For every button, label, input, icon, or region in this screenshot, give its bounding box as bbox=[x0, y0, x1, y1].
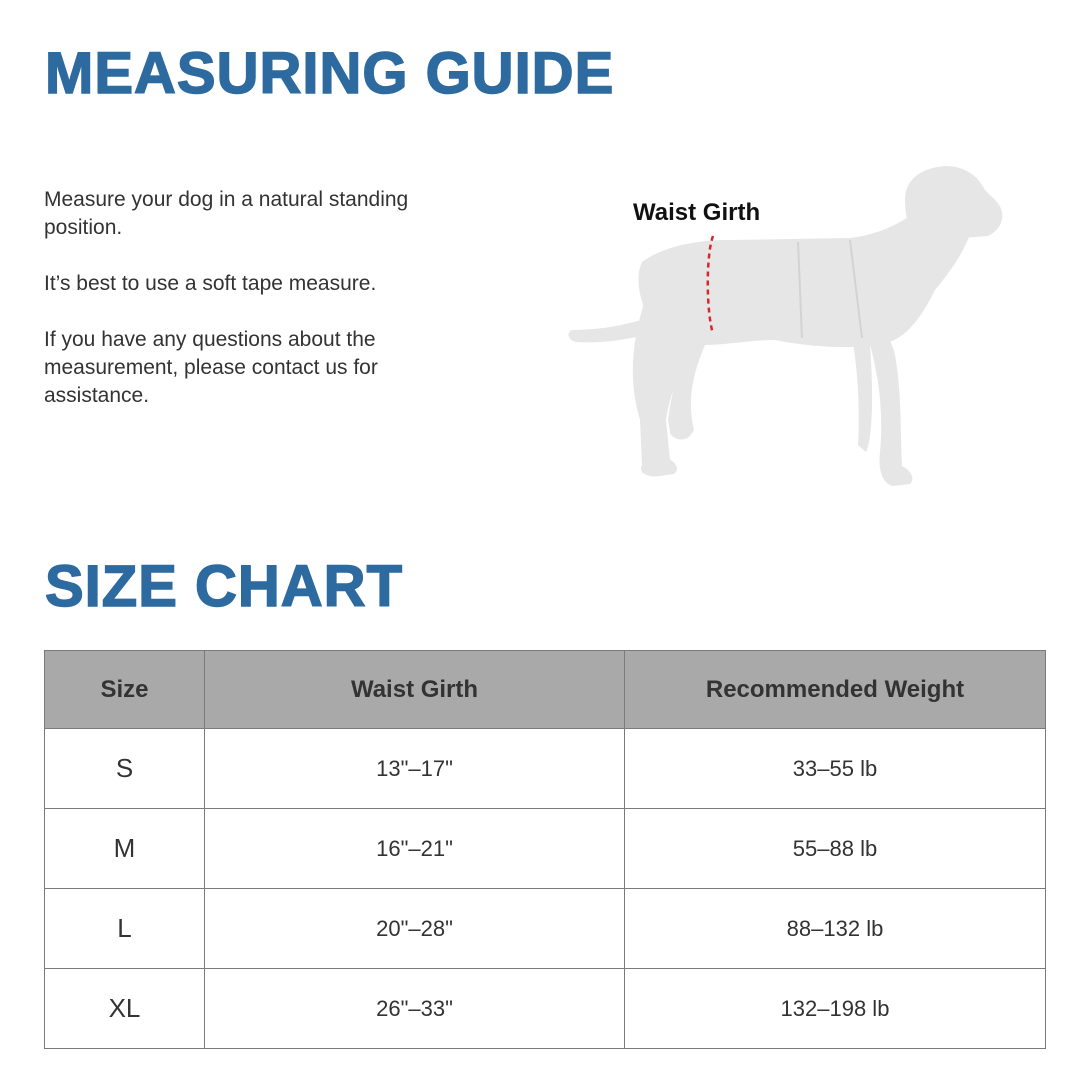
waist-girth-cell: 13"–17" bbox=[205, 729, 625, 809]
size-cell: M bbox=[45, 809, 205, 889]
column-header-size: Size bbox=[45, 651, 205, 729]
measuring-guide-title: MEASURING GUIDE bbox=[45, 41, 615, 106]
table-row bbox=[45, 969, 1046, 1049]
weight-cell: 88–132 lb bbox=[625, 889, 1046, 969]
table-row bbox=[45, 729, 1046, 809]
waist-girth-cell: 26"–33" bbox=[205, 969, 625, 1049]
column-header-waist-girth: Waist Girth bbox=[205, 651, 625, 729]
size-cell: L bbox=[45, 889, 205, 969]
instruction-contact: If you have any questions about the measurement, please contact us for assistance. bbox=[44, 328, 378, 407]
instruction-standing: Measure your dog in a natural standing position. bbox=[44, 188, 409, 239]
waist-girth-cell: 20"–28" bbox=[205, 889, 625, 969]
table-row bbox=[45, 889, 1046, 969]
table-row bbox=[45, 809, 1046, 889]
column-header-recommended-weight: Recommended Weight bbox=[625, 651, 1046, 729]
size-cell: S bbox=[45, 729, 205, 809]
size-cell: XL bbox=[45, 969, 205, 1049]
weight-cell: 132–198 lb bbox=[625, 969, 1046, 1049]
instruction-tape: It’s best to use a soft tape measure. bbox=[44, 272, 377, 295]
dog-silhouette-icon bbox=[560, 160, 1010, 500]
size-chart-title: SIZE CHART bbox=[45, 554, 403, 619]
size-chart-table bbox=[44, 650, 1046, 1049]
waist-girth-cell: 16"–21" bbox=[205, 809, 625, 889]
weight-cell: 55–88 lb bbox=[625, 809, 1046, 889]
weight-cell: 33–55 lb bbox=[625, 729, 1046, 809]
waist-girth-label: Waist Girth bbox=[633, 199, 761, 226]
instructions bbox=[44, 186, 474, 410]
table-header-row bbox=[45, 651, 1046, 729]
